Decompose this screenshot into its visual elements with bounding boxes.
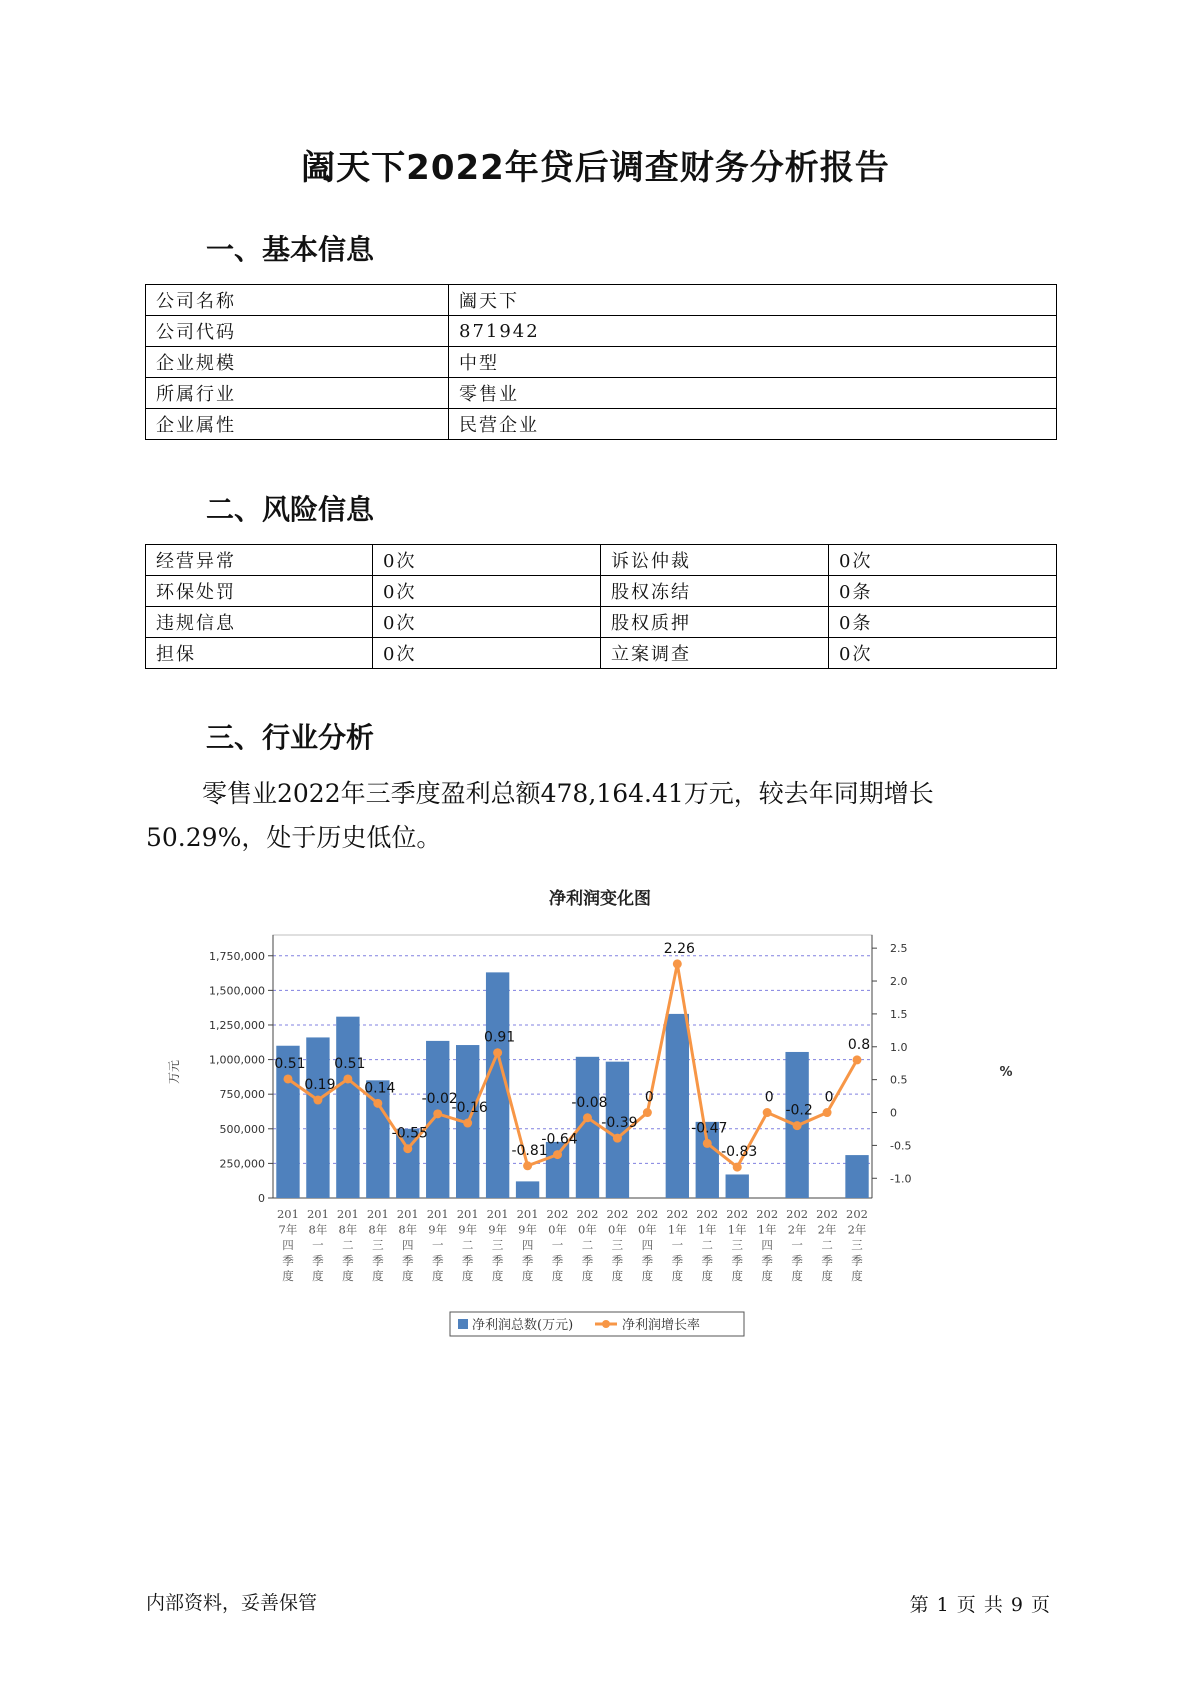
- x-tick-label: 202 0年一季度: [546, 1207, 569, 1283]
- growth-rate-point: [463, 1119, 472, 1128]
- basic-info-row: [146, 347, 1057, 378]
- basic-info-value: 871942: [449, 316, 1057, 347]
- growth-rate-point: [673, 959, 682, 968]
- profit-bar: [336, 1017, 359, 1198]
- risk-info-label: 股权质押: [601, 607, 829, 638]
- footer-page-number: 第 1 页 共 9 页: [909, 1594, 1051, 1616]
- y-left-tick-label: 1,500,000: [209, 984, 265, 998]
- y-left-tick-label: 1,000,000: [209, 1053, 265, 1067]
- growth-rate-point: [523, 1161, 532, 1170]
- growth-rate-label: 0: [764, 1089, 774, 1106]
- growth-rate-label: 0.91: [484, 1029, 516, 1046]
- x-tick-label: 202 2年三季度: [846, 1207, 869, 1283]
- x-tick-label: 202 1年一季度: [666, 1207, 689, 1283]
- growth-rate-label: 0.51: [334, 1055, 366, 1072]
- y-right-tick-label: 2.5: [890, 942, 908, 956]
- net-profit-chart: [167, 880, 1030, 1360]
- x-tick-label: 201 9年二季度: [456, 1207, 479, 1283]
- profit-bar: [666, 1014, 689, 1198]
- profit-bar: [306, 1037, 329, 1198]
- x-tick-label: 201 8年一季度: [306, 1207, 329, 1283]
- x-tick-label: 201 8年二季度: [336, 1207, 359, 1283]
- y-left-tick-label: 500,000: [219, 1122, 265, 1136]
- growth-rate-point: [283, 1074, 292, 1083]
- x-tick-label: 202 0年二季度: [576, 1207, 599, 1283]
- y-left-tick-label: 750,000: [219, 1088, 265, 1102]
- x-tick-label: 201 9年三季度: [486, 1207, 509, 1283]
- risk-info-row: [146, 576, 1057, 607]
- y-right-tick-label: 1.0: [890, 1040, 908, 1054]
- x-tick-label: 202 0年四季度: [636, 1207, 659, 1283]
- growth-rate-point: [343, 1074, 352, 1083]
- growth-rate-label: 0: [644, 1089, 654, 1106]
- risk-info-value: 0次: [373, 638, 601, 669]
- basic-info-label: 公司名称: [146, 285, 449, 316]
- legend-bar-swatch: [458, 1319, 468, 1329]
- risk-info-label: 经营异常: [146, 545, 373, 576]
- basic-info-value: 阖天下: [449, 285, 1057, 316]
- risk-info-label: 立案调查: [601, 638, 829, 669]
- risk-info-label: 环保处罚: [146, 576, 373, 607]
- x-tick-label: 202 0年三季度: [606, 1207, 629, 1283]
- profit-bar: [516, 1181, 539, 1198]
- basic-info-row: [146, 285, 1057, 316]
- growth-rate-label: 0: [824, 1089, 834, 1106]
- x-tick-label: 202 1年四季度: [756, 1207, 779, 1283]
- growth-rate-label: 0.8: [847, 1036, 871, 1053]
- risk-info-value: 0次: [829, 638, 1057, 669]
- y-right-tick-label: 0.5: [890, 1073, 908, 1087]
- growth-rate-label: -0.47: [691, 1120, 728, 1137]
- y-left-tick-label: 0: [258, 1192, 265, 1205]
- risk-info-value: 0条: [829, 576, 1057, 607]
- profit-bar: [845, 1155, 868, 1198]
- x-tick-label: 201 8年四季度: [396, 1207, 419, 1283]
- x-tick-label: 202 2年一季度: [786, 1207, 809, 1283]
- growth-rate-point: [763, 1108, 772, 1117]
- growth-rate-point: [703, 1139, 712, 1148]
- growth-rate-point: [373, 1099, 382, 1108]
- growth-rate-point: [553, 1150, 562, 1159]
- growth-rate-point: [403, 1144, 412, 1153]
- growth-rate-point: [853, 1055, 862, 1064]
- growth-rate-point: [613, 1134, 622, 1143]
- risk-info-label: 股权冻结: [601, 576, 829, 607]
- growth-rate-label: -0.39: [601, 1115, 638, 1132]
- y-left-tick-label: 1,750,000: [209, 949, 265, 963]
- risk-info-table: [145, 544, 1057, 669]
- growth-rate-point: [583, 1113, 592, 1122]
- x-tick-label: 201 7年四季度: [276, 1207, 299, 1283]
- x-tick-label: 202 1年三季度: [726, 1207, 749, 1283]
- risk-info-row: [146, 638, 1057, 669]
- risk-info-row: [146, 607, 1057, 638]
- y-right-tick-label: 0: [890, 1106, 897, 1120]
- basic-info-row: [146, 316, 1057, 347]
- x-tick-label: 202 2年二季度: [816, 1207, 839, 1283]
- y-right-tick-label: 2.0: [890, 975, 908, 989]
- growth-rate-point: [733, 1163, 742, 1172]
- growth-rate-label: -0.55: [391, 1125, 428, 1142]
- x-tick-label: 201 8年三季度: [366, 1207, 389, 1283]
- risk-info-label: 担保: [146, 638, 373, 669]
- footer-confidential-note: 内部资料，妥善保管: [146, 1592, 318, 1614]
- y-right-tick-label: -0.5: [890, 1139, 912, 1153]
- basic-info-label: 企业属性: [146, 409, 449, 440]
- growth-rate-label: -0.02: [421, 1090, 458, 1107]
- growth-rate-label: -0.16: [451, 1100, 488, 1117]
- basic-info-row: [146, 378, 1057, 409]
- profit-bar: [726, 1174, 749, 1198]
- risk-info-value: 0次: [373, 545, 601, 576]
- growth-rate-label: 0.51: [274, 1055, 306, 1072]
- section-heading-industry: 三、行业分析: [206, 721, 375, 754]
- legend-bar-label: 净利润总数(万元): [472, 1318, 574, 1333]
- growth-rate-point: [493, 1048, 502, 1057]
- basic-info-table: [145, 284, 1057, 440]
- growth-rate-point: [313, 1096, 322, 1105]
- profit-bar: [426, 1041, 449, 1198]
- document-title: 阖天下2022年贷后调查财务分析报告: [301, 148, 890, 188]
- growth-rate-label: 0.19: [304, 1077, 336, 1094]
- basic-info-value: 中型: [449, 347, 1057, 378]
- risk-info-label: 违规信息: [146, 607, 373, 638]
- growth-rate-label: -0.83: [721, 1144, 758, 1161]
- growth-rate-label: 0.14: [364, 1080, 396, 1097]
- basic-info-value: 零售业: [449, 378, 1057, 409]
- growth-rate-point: [823, 1108, 832, 1117]
- basic-info-label: 公司代码: [146, 316, 449, 347]
- basic-info-value: 民营企业: [449, 409, 1057, 440]
- y-right-tick-label: -1.0: [890, 1172, 912, 1186]
- section-heading-basic-info: 一、基本信息: [206, 233, 375, 266]
- y-left-tick-label: 1,250,000: [209, 1018, 265, 1032]
- industry-paragraph: 零售业2022年三季度盈利总额478,164.41万元，较去年同期增长50.29%，处于历史低位。: [146, 779, 934, 852]
- growth-rate-label: 2.26: [663, 940, 695, 957]
- x-tick-label: 201 9年一季度: [426, 1207, 449, 1283]
- y-left-axis-label: 万元: [167, 1059, 181, 1085]
- basic-info-label: 所属行业: [146, 378, 449, 409]
- risk-info-value: 0条: [829, 607, 1057, 638]
- legend-line-label: 净利润增长率: [622, 1318, 701, 1333]
- section-heading-risk-info: 二、风险信息: [206, 493, 375, 526]
- x-tick-label: 201 9年四季度: [516, 1207, 539, 1283]
- risk-info-value: 0次: [373, 576, 601, 607]
- growth-rate-label: -0.2: [785, 1102, 813, 1119]
- growth-rate-label: -0.64: [541, 1131, 578, 1148]
- basic-info-label: 企业规模: [146, 347, 449, 378]
- growth-rate-point: [793, 1121, 802, 1130]
- risk-info-value: 0次: [829, 545, 1057, 576]
- growth-rate-point: [433, 1109, 442, 1118]
- chart-title: 净利润变化图: [549, 889, 651, 909]
- y-left-tick-label: 250,000: [219, 1157, 265, 1171]
- growth-rate-label: -0.08: [571, 1094, 608, 1111]
- risk-info-label: 诉讼仲裁: [601, 545, 829, 576]
- legend-line-marker: [602, 1320, 610, 1328]
- risk-info-row: [146, 545, 1057, 576]
- risk-info-value: 0次: [373, 607, 601, 638]
- y-right-axis-label: %: [999, 1065, 1013, 1080]
- growth-rate-label: -0.81: [511, 1142, 548, 1159]
- basic-info-row: [146, 409, 1057, 440]
- x-tick-label: 202 1年二季度: [696, 1207, 719, 1283]
- growth-rate-point: [643, 1108, 652, 1117]
- y-right-tick-label: 1.5: [890, 1007, 908, 1021]
